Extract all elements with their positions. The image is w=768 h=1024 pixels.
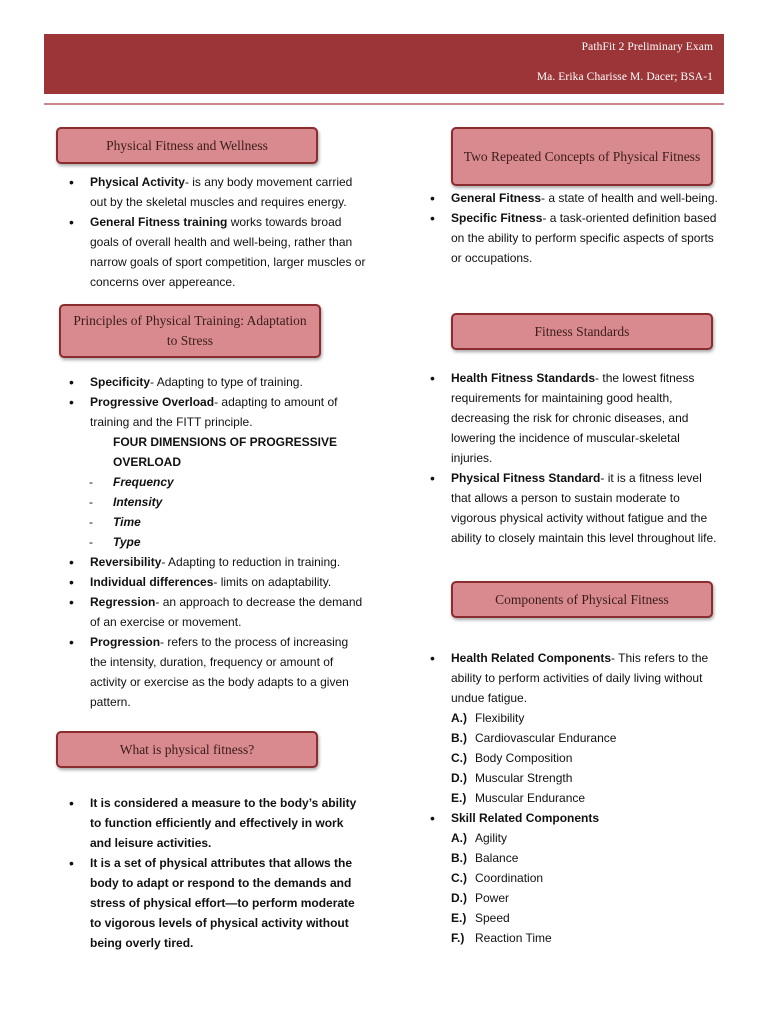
standards-list xyxy=(427,368,723,548)
health-component-item xyxy=(427,788,723,808)
item-text: Flexibility xyxy=(475,711,525,725)
item-text: Balance xyxy=(475,851,519,865)
heading-text: Principles of Physical Training: Adaptation to Stress xyxy=(73,313,307,348)
heading-text: What is physical fitness? xyxy=(119,741,255,757)
heading-fitness-standards xyxy=(451,313,713,350)
item-letter: B.) xyxy=(451,851,467,865)
list-item xyxy=(66,172,366,212)
skill-component-item xyxy=(427,828,723,848)
term: Specific Fitness xyxy=(451,211,543,225)
term: Specificity xyxy=(90,375,151,389)
what-is-pf-list xyxy=(66,793,362,953)
term: Physical Activity xyxy=(90,175,185,189)
item-letter: E.) xyxy=(451,911,467,925)
list-item xyxy=(427,468,723,548)
exam-title: PathFit 2 Preliminary Exam xyxy=(581,41,713,53)
two-concepts-list xyxy=(427,188,723,268)
skill-component-item xyxy=(427,848,723,868)
item-text: Body Composition xyxy=(475,751,573,765)
item-letter: E.) xyxy=(451,791,467,805)
definition: - Adapting to type of training. xyxy=(150,375,303,389)
skill-component-item xyxy=(427,908,723,928)
item-letter: D.) xyxy=(451,771,467,785)
term: Health Related Components xyxy=(451,651,612,665)
definition: - adapting to amount of training and the FITT principle. xyxy=(90,395,338,429)
term: Regression xyxy=(90,595,156,609)
list-item xyxy=(66,392,366,432)
item-text: Coordination xyxy=(475,871,544,885)
heading-text: Physical Fitness and Wellness xyxy=(106,137,268,153)
definition: - a task-oriented definition based on the ability to perform specific aspects of sports or occupations. xyxy=(451,211,717,265)
list-item xyxy=(427,648,723,708)
list-item xyxy=(427,188,723,208)
item-text: Power xyxy=(475,891,510,905)
list-item xyxy=(427,368,723,468)
definition: - This refers to the ability to perform activities of daily living without undue fatigue. xyxy=(451,651,709,705)
term: Health Fitness Standards xyxy=(451,371,596,385)
item-letter: C.) xyxy=(451,751,467,765)
heading-text: Two Repeated Concepts of Physical Fitness xyxy=(463,148,701,164)
item-letter: C.) xyxy=(451,871,467,885)
health-component-item xyxy=(427,748,723,768)
item-letter: D.) xyxy=(451,891,467,905)
skill-component-item xyxy=(427,888,723,908)
term: General Fitness xyxy=(451,191,542,205)
item-text: Cardiovascular Endurance xyxy=(475,731,617,745)
item-letter: B.) xyxy=(451,731,467,745)
definition: - limits on adaptability. xyxy=(213,575,332,589)
wellness-list xyxy=(66,172,366,292)
list-item xyxy=(66,552,366,572)
dimension-item: - Frequency xyxy=(66,472,366,492)
term: General Fitness training xyxy=(90,215,228,229)
list-item xyxy=(66,372,366,392)
term: Progressive Overload xyxy=(90,395,215,409)
list-item xyxy=(66,572,366,592)
skill-component-item xyxy=(427,868,723,888)
list-item xyxy=(66,212,366,292)
dimension-item: - Time xyxy=(66,512,366,532)
heading-physical-fitness-wellness xyxy=(56,127,318,164)
principles-list xyxy=(66,372,366,712)
item-letter: A.) xyxy=(451,711,467,725)
item-text: Agility xyxy=(475,831,508,845)
divider-rule xyxy=(44,103,724,105)
term: Progression xyxy=(90,635,161,649)
overload-subheading: FOUR DIMENSIONS OF PROGRESSIVE OVERLOAD xyxy=(113,435,338,469)
item-text: Reaction Time xyxy=(475,931,552,945)
statement: It is considered a measure to the body’s ability to function efficiently and effectively in work and leisure activities. xyxy=(90,796,357,850)
definition: works towards broad goals of overall health and well-being, rather than narrow goals of sport competition, larger muscles or concerns over appereance. xyxy=(90,215,366,289)
list-item xyxy=(66,853,362,953)
heading-text: Components of Physical Fitness xyxy=(495,591,669,607)
item-letter: F.) xyxy=(451,931,465,945)
definition: - an approach to decrease the demand of an exercise or movement. xyxy=(90,595,363,629)
item-text: Muscular Strength xyxy=(475,771,573,785)
list-item xyxy=(66,632,366,712)
list-item xyxy=(427,808,723,828)
heading-text: Fitness Standards xyxy=(534,323,630,339)
item-text: Muscular Endurance xyxy=(475,791,586,805)
item-letter: A.) xyxy=(451,831,467,845)
heading-what-is-physical-fitness xyxy=(56,731,318,768)
health-component-item xyxy=(427,728,723,748)
definition: - refers to the process of increasing the intensity, duration, frequency or amount of activity or exercise as the body adapts to a given pattern. xyxy=(90,635,349,709)
dimension-item: - Type xyxy=(66,532,366,552)
definition: - a state of health and well-being. xyxy=(541,191,718,205)
list-item xyxy=(427,208,723,268)
item-text: Speed xyxy=(475,911,510,925)
header-banner xyxy=(44,34,724,94)
definition: - the lowest fitness requirements for maintaining good health, decreasing the risk for chronic diseases, and lowering the incidence of muscular-skeletal injuries. xyxy=(451,371,695,465)
health-component-item xyxy=(427,768,723,788)
list-item xyxy=(66,592,366,632)
components-list xyxy=(427,648,723,948)
health-component-item xyxy=(427,708,723,728)
heading-principles xyxy=(59,304,321,358)
heading-components xyxy=(451,581,713,618)
list-item xyxy=(66,793,362,853)
definition: - it is a fitness level that allows a person to sustain moderate to vigorous physical activity without fatigue and the ability to closely maintain this level throughout life. xyxy=(451,471,717,545)
definition: - is any body movement carried out by the skeletal muscles and requires energy. xyxy=(90,175,353,209)
skill-component-item xyxy=(427,928,723,948)
term: Skill Related Components xyxy=(451,811,600,825)
term: Physical Fitness Standard xyxy=(451,471,601,485)
term: Individual differences xyxy=(90,575,214,589)
heading-two-concepts xyxy=(451,127,713,186)
term: Reversibility xyxy=(90,555,162,569)
definition: - Adapting to reduction in training. xyxy=(161,555,341,569)
statement: It is a set of physical attributes that allows the body to adapt or respond to the demands and stress of physical effort—to perform moderate to vigorous levels of physical activity without being overly tired. xyxy=(90,856,355,950)
author-line: Ma. Erika Charisse M. Dacer; BSA-1 xyxy=(536,71,713,83)
dimension-item: - Intensity xyxy=(66,492,366,512)
